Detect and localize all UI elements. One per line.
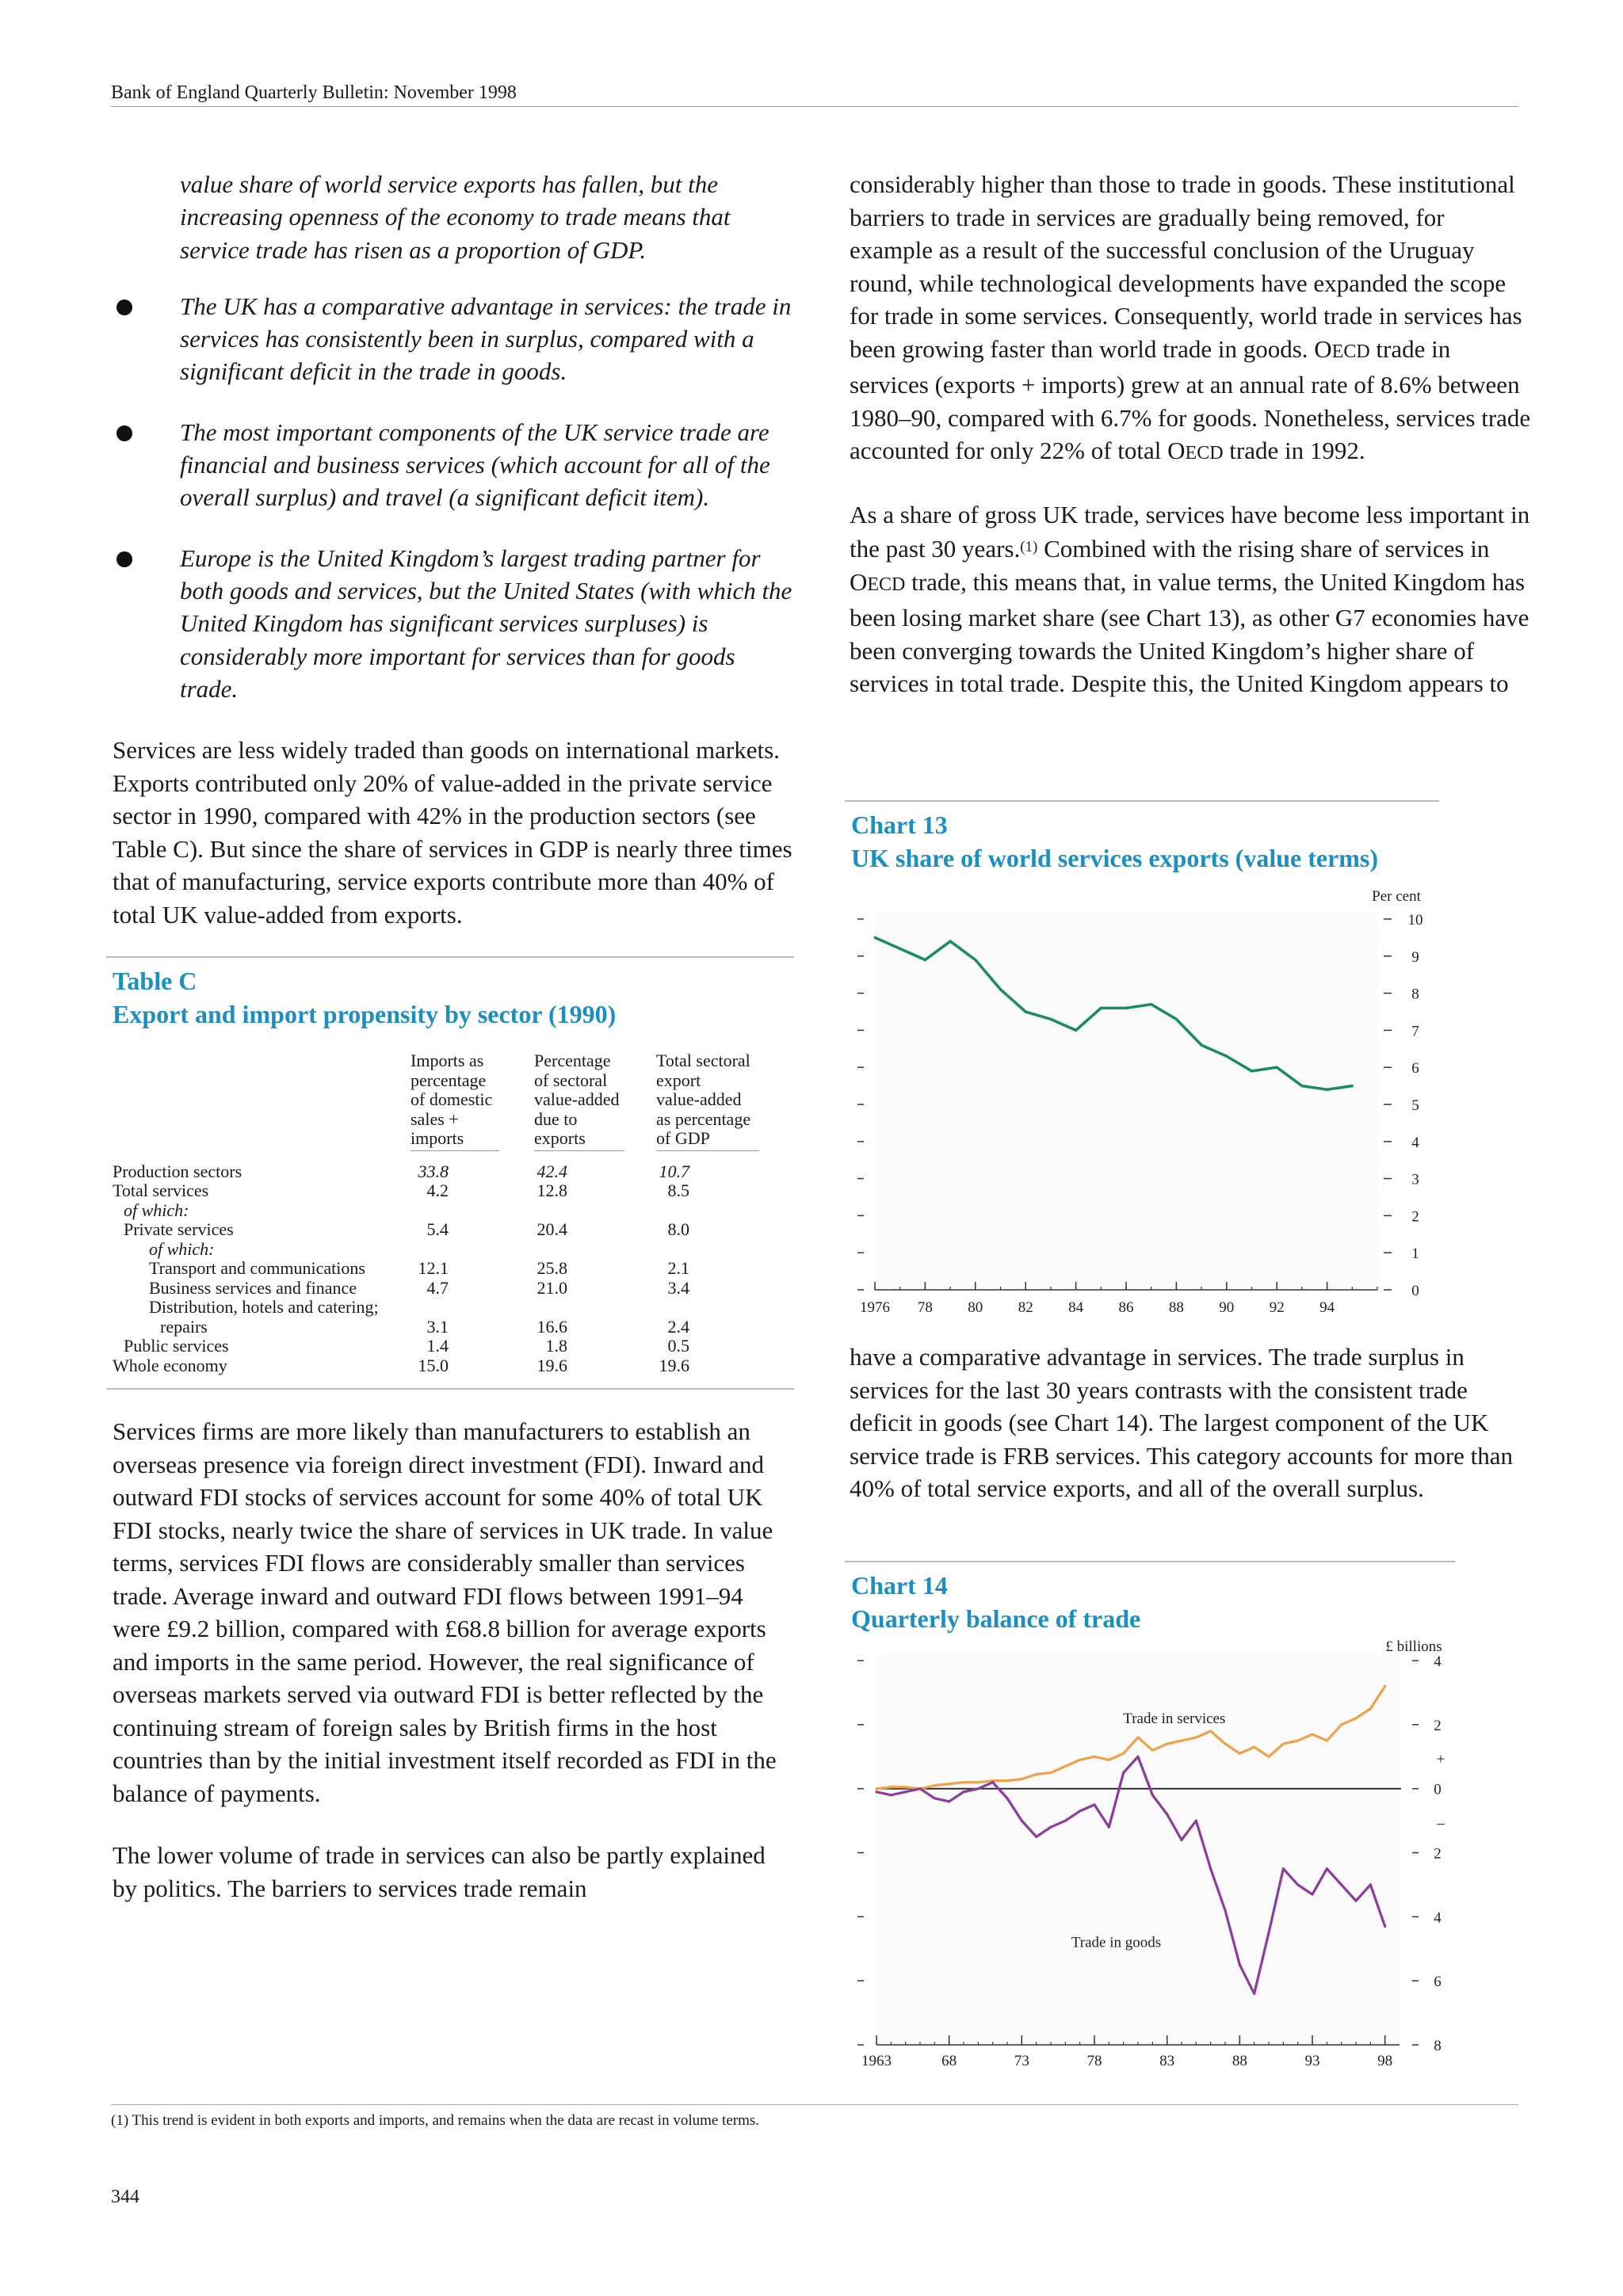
data-point <box>1064 1765 1067 1768</box>
table-cell: 21.0 <box>537 1277 567 1298</box>
data-point <box>1064 1819 1067 1821</box>
table-cell: 16.6 <box>537 1316 567 1337</box>
x-tick-label: 83 <box>1159 2053 1175 2069</box>
table-cell: 2.4 <box>667 1316 689 1337</box>
paragraph: considerably higher than those to trade in goods. These institutional barriers to trade in services are gradually being removed, for example as a result of the successful conclusion of the Uruguay round, while technological developments have expanded the scope for trade in some services. Consequently, world trade in services has been growing faster than world trade in goods. OECD trade in services (exports + imports) grew at an annual rate of 8.6% between 1980–90, compared with 6.7% for goods. Nonetheless, services trade accounted for only 22% of total OECD trade in 1992. <box>850 170 1531 464</box>
data-point <box>1195 1819 1197 1821</box>
x-tick-label: 80 <box>968 1299 983 1316</box>
y-tick-label: 2 <box>1434 1845 1442 1863</box>
data-point <box>1180 1839 1182 1841</box>
data-point <box>890 1794 892 1796</box>
table-body <box>113 1051 767 1375</box>
footnote-rule <box>111 2104 1518 2105</box>
data-point <box>1300 1085 1303 1087</box>
table-cell: 19.6 <box>537 1355 567 1375</box>
data-point <box>890 1786 892 1788</box>
intro-italic: value share of world service exports has fallen, but the increasing openness of the economy to trade means that service trade has risen as a proportion of GDP. <box>180 170 731 264</box>
data-point <box>962 1781 964 1783</box>
table-cell: 1.4 <box>426 1336 449 1356</box>
bullet-dot <box>116 425 132 441</box>
y-tick-label: 8 <box>1411 986 1419 1003</box>
paragraph: As a share of gross UK trade, services have become less important in the past 30 years.$^{(1)}$ Combined with the rising share of services in OECD trade, this means that, in value terms, the United Kingdom has been losing market share (see Chart 13), as other G7 economies have been converging towards the United Kingdom’s higher share of services in total trade. Despite this, the United Kingdom appears to <box>850 500 1530 697</box>
row-label: Business services and finance <box>149 1277 357 1298</box>
table-cell: 12.1 <box>418 1258 449 1279</box>
table-cell <box>656 1201 767 1221</box>
table-cell: 8.0 <box>667 1219 689 1240</box>
x-tick-label: 78 <box>917 1299 933 1316</box>
data-point <box>949 940 952 942</box>
data-point <box>1108 1826 1110 1829</box>
y-tick-label: 6 <box>1411 1060 1419 1077</box>
data-point <box>1209 1730 1212 1732</box>
x-tick-label: 93 <box>1304 2053 1320 2069</box>
bullet-item <box>113 290 794 388</box>
row-label: of which: <box>149 1238 215 1259</box>
table-cell: 1.8 <box>545 1336 567 1356</box>
table-cell: 33.8 <box>418 1161 449 1181</box>
data-point <box>1340 1723 1342 1726</box>
chart-13-plot <box>845 879 1447 1323</box>
row-label: Production sectors <box>113 1161 242 1181</box>
chart-title: UK share of world services exports (value terms) <box>851 844 1379 872</box>
data-point <box>1251 1070 1253 1072</box>
data-point <box>974 959 976 961</box>
data-point <box>1100 1007 1102 1009</box>
x-tick-label: 1963 <box>861 2053 892 2069</box>
data-point <box>999 988 1002 990</box>
chart-14 <box>845 1561 1455 1635</box>
data-point <box>1384 1685 1386 1688</box>
data-point <box>1006 1797 1008 1799</box>
data-point <box>1035 1773 1037 1775</box>
y-tick-label: 2 <box>1434 1717 1442 1734</box>
data-point <box>1035 1836 1037 1838</box>
table-row <box>113 1201 767 1221</box>
data-point <box>934 1797 936 1799</box>
col-header: Total sectoral export value-added as percentage of GDP <box>656 1051 759 1151</box>
data-point <box>1166 1742 1168 1745</box>
data-point <box>1369 1707 1372 1710</box>
data-point <box>1025 1010 1027 1013</box>
y-tick-label: 5 <box>1411 1097 1419 1114</box>
data-point <box>1296 1883 1299 1886</box>
x-tick-label: 92 <box>1269 1299 1285 1316</box>
x-tick-label: 84 <box>1068 1299 1084 1316</box>
series-label-services: Trade in services <box>1123 1710 1226 1727</box>
table-cell <box>534 1240 656 1260</box>
data-point <box>924 959 926 961</box>
table-row <box>113 1356 767 1376</box>
x-tick-label: 88 <box>1232 2053 1247 2069</box>
data-point <box>1239 1753 1241 1755</box>
data-point <box>1201 1044 1203 1047</box>
table-cell <box>411 1201 534 1221</box>
data-point <box>1224 1909 1226 1912</box>
data-point <box>899 948 901 950</box>
table-cell: 20.4 <box>537 1219 567 1240</box>
row-label: Private services <box>124 1219 234 1240</box>
left-column <box>113 168 794 1905</box>
y-axis-unit: Per cent <box>1372 888 1421 905</box>
data-point <box>1311 1733 1313 1735</box>
data-point <box>875 1791 877 1793</box>
data-point <box>1122 1753 1125 1755</box>
bullet-dot <box>116 551 132 567</box>
data-point <box>1351 1085 1354 1087</box>
data-point <box>1021 1819 1023 1821</box>
table-row <box>113 1337 767 1356</box>
data-point <box>1136 1756 1139 1758</box>
data-point <box>1253 1993 1255 1995</box>
y-tick-label: 4 <box>1411 1134 1419 1151</box>
table-row <box>113 1162 767 1182</box>
table-row <box>113 1318 767 1337</box>
data-point <box>934 1784 936 1787</box>
data-point <box>1021 1778 1023 1780</box>
data-point <box>1239 1963 1241 1966</box>
table-cell: 10.7 <box>659 1161 689 1181</box>
page-number: 344 <box>111 2187 139 2207</box>
y-tick-label: 0 <box>1434 1781 1442 1798</box>
data-point <box>1175 1018 1178 1020</box>
data-point <box>1384 1925 1386 1928</box>
intro-italic-block <box>113 168 794 266</box>
bullet-text: The UK has a comparative advantage in services: the trade in services has consistently been in surplus, compared with a significant deficit in the trade in goods. <box>180 292 792 386</box>
data-point <box>1122 1772 1125 1774</box>
table-cell <box>534 1201 656 1221</box>
y-tick-label: 3 <box>1411 1171 1419 1188</box>
data-point <box>1282 1742 1285 1745</box>
sign-minus: – <box>1437 1815 1445 1833</box>
data-point <box>1049 1018 1052 1020</box>
table-cell: 4.2 <box>426 1180 449 1201</box>
table-row <box>113 1220 767 1240</box>
y-tick-label: 10 <box>1407 912 1423 929</box>
paragraph: Services firms are more likely than manufacturers to establish an overseas presence via foreign direct investment (FDI). Inward and outward FDI stocks of services account for some 40% of total UK FDI stocks, nearly twice the share of services in UK trade. In value terms, services FDI flows are considerably smaller than services trade. Average inward and outward FDI flows between 1991–94 were £9.2 billion, compared with £68.8 billion for average exports and imports in the same period. However, the real significance of overseas markets served via outward FDI is better reflected by the continuing stream of foreign sales by British firms in the host countries than by the initial investment itself recorded as FDI in the balance of payments. <box>113 1417 777 1807</box>
x-tick-label: 1976 <box>860 1299 890 1316</box>
table-header-row <box>113 1051 767 1151</box>
data-point <box>1049 1772 1052 1774</box>
right-column <box>850 168 1531 700</box>
table-row <box>113 1279 767 1299</box>
chart-14-plot <box>845 1629 1463 2088</box>
data-point <box>875 1787 877 1790</box>
data-point <box>1108 1759 1110 1761</box>
table-c <box>106 956 794 1390</box>
x-tick-label: 98 <box>1377 2053 1393 2069</box>
row-label: Transport and communications <box>149 1258 365 1279</box>
data-point <box>948 1783 950 1785</box>
data-point <box>1296 1739 1299 1741</box>
y-tick-label: 6 <box>1434 1974 1442 1991</box>
data-point <box>1093 1756 1095 1758</box>
header-rule <box>111 106 1518 107</box>
chart-title: Quarterly balance of trade <box>851 1604 1141 1633</box>
paragraph: Services are less widely traded than goods on international markets. Exports contributed only 20% of value-added in the private service sector in 1990, compared with 42% in the production sectors (see Table C). But since the share of services in GDP is nearly three times that of manufacturing, service exports contribute more than 40% of total UK value-added from exports. <box>113 736 792 929</box>
table-cell: 19.6 <box>659 1355 689 1375</box>
sign-plus: + <box>1436 1751 1445 1768</box>
data-point <box>904 1786 907 1788</box>
chart-label: Chart 14 <box>851 1571 948 1600</box>
row-label: Distribution, hotels and catering; <box>149 1297 379 1318</box>
data-point <box>991 1781 994 1783</box>
data-point <box>1166 1813 1168 1815</box>
data-point <box>1079 1810 1081 1812</box>
data-point <box>1151 1794 1154 1796</box>
data-point <box>1049 1826 1052 1829</box>
table-row <box>113 1181 767 1201</box>
data-point <box>1276 1066 1278 1069</box>
data-point <box>1326 1739 1328 1741</box>
bullet-dot <box>116 299 132 315</box>
table-title: Export and import propensity by sector (1990) <box>113 1000 617 1029</box>
data-point <box>1354 1717 1357 1719</box>
y-tick-label: 0 <box>1411 1283 1419 1299</box>
row-label: Public services <box>124 1336 229 1356</box>
plot-area <box>875 913 1377 1290</box>
footnote: (1) This trend is evident in both exports and imports, and remains when the data are recast in volume terms. <box>111 2112 760 2129</box>
table-cell: 12.8 <box>537 1180 567 1201</box>
table-bottom-rule <box>106 1388 794 1390</box>
x-tick-label: 86 <box>1118 1299 1134 1316</box>
col-header: Imports as percentage of domestic sales + imports <box>411 1051 499 1151</box>
bullet-text: Europe is the United Kingdom’s largest trading partner for both goods and services, but the United States (with which the United Kingdom has significant services surpluses) is considerably more important for services than for goods trade. <box>180 543 792 703</box>
x-tick-label: 88 <box>1168 1299 1184 1316</box>
data-point <box>1209 1867 1212 1870</box>
data-point <box>1267 1756 1270 1758</box>
data-point <box>1253 1746 1255 1749</box>
running-header: Bank of England Quarterly Bulletin: November 1998 <box>111 82 517 103</box>
table-cell: 25.8 <box>537 1258 567 1279</box>
table-cell <box>534 1298 656 1318</box>
y-tick-label: 1 <box>1411 1245 1419 1263</box>
data-point <box>1354 1900 1357 1902</box>
table-cell: 8.5 <box>667 1180 689 1201</box>
table-cell: 2.1 <box>667 1258 689 1279</box>
data-point <box>1282 1867 1285 1870</box>
table-cell: 15.0 <box>418 1355 449 1375</box>
table-cell <box>411 1298 534 1318</box>
table-cell: 3.4 <box>667 1277 689 1298</box>
row-label: repairs <box>160 1316 208 1337</box>
row-label: Total services <box>113 1180 209 1201</box>
data-point <box>1326 1867 1328 1870</box>
data-point <box>1136 1736 1139 1738</box>
data-point <box>1326 1089 1328 1091</box>
table-cell <box>656 1240 767 1260</box>
x-tick-label: 78 <box>1086 2053 1102 2069</box>
data-point <box>977 1787 980 1790</box>
data-point <box>1267 1932 1270 1934</box>
data-point <box>1151 1749 1154 1752</box>
y-tick-label: 9 <box>1411 948 1419 966</box>
data-point <box>1180 1739 1182 1741</box>
table-cell: 0.5 <box>667 1336 689 1356</box>
data-point <box>977 1781 980 1783</box>
data-point <box>904 1791 907 1793</box>
chart-13 <box>845 800 1439 875</box>
data-point <box>873 936 876 939</box>
table-label: Table C <box>113 967 197 996</box>
data-point <box>1195 1736 1197 1738</box>
table-cell: 4.7 <box>426 1277 449 1298</box>
table-cell: 5.4 <box>426 1219 449 1240</box>
data-point <box>962 1791 964 1793</box>
table-cell <box>656 1298 767 1318</box>
data-point <box>1079 1759 1081 1761</box>
data-point <box>1224 1742 1226 1745</box>
data-point <box>1006 1779 1008 1782</box>
data-point <box>1093 1803 1095 1806</box>
row-label: of which: <box>124 1199 189 1220</box>
bullet-item <box>113 542 794 705</box>
data-point <box>918 1787 921 1790</box>
data-point <box>1075 1029 1077 1032</box>
x-tick-label: 90 <box>1219 1299 1235 1316</box>
y-tick-label: 4 <box>1434 1909 1442 1927</box>
data-point <box>1340 1883 1342 1886</box>
col-header: Percentage of sectoral value-added due to exports <box>534 1051 624 1151</box>
table-row <box>113 1259 767 1279</box>
data-point <box>948 1800 950 1802</box>
table-cell: 42.4 <box>537 1161 567 1181</box>
table-row <box>113 1298 767 1318</box>
paragraph: The lower volume of trade in services can also be partly explained by politics. The barriers to services trade remain <box>113 1841 766 1902</box>
row-label: Whole economy <box>113 1355 227 1375</box>
data-point <box>1150 1003 1152 1005</box>
data-point <box>1369 1883 1372 1886</box>
chart-label: Chart 13 <box>851 810 948 839</box>
y-axis-unit: £ billions <box>1385 1638 1442 1655</box>
data-point <box>1125 1007 1127 1009</box>
y-tick-label: 4 <box>1434 1653 1442 1670</box>
footnote-ref: (1) <box>1020 539 1038 555</box>
table-row <box>113 1240 767 1260</box>
x-tick-label: 68 <box>941 2053 957 2069</box>
x-tick-label: 82 <box>1018 1299 1033 1316</box>
table-cell: 3.1 <box>426 1316 449 1337</box>
x-tick-label: 73 <box>1014 2053 1029 2069</box>
data-point <box>1225 1055 1228 1058</box>
y-tick-label: 7 <box>1411 1023 1419 1040</box>
table-cell <box>411 1240 534 1260</box>
series-label-goods: Trade in goods <box>1071 1934 1162 1951</box>
y-tick-label: 2 <box>1411 1208 1419 1226</box>
bullet-item <box>113 416 794 514</box>
y-tick-label: 8 <box>1434 2038 1442 2054</box>
bullet-text: The most important components of the UK service trade are financial and business services (which account for all of the overall surplus) and travel (a significant deficit item). <box>180 418 770 512</box>
data-point <box>1311 1893 1313 1895</box>
x-tick-label: 94 <box>1319 1299 1335 1316</box>
paragraph: have a comparative advantage in services. The trade surplus in services for the last 30 years contrasts with the consistent trade deficit in goods (see Chart 14). The largest component of the UK service trade is FRB services. This category accounts for more than 40% of total service exports, and all of the overall surplus. <box>850 1343 1514 1502</box>
